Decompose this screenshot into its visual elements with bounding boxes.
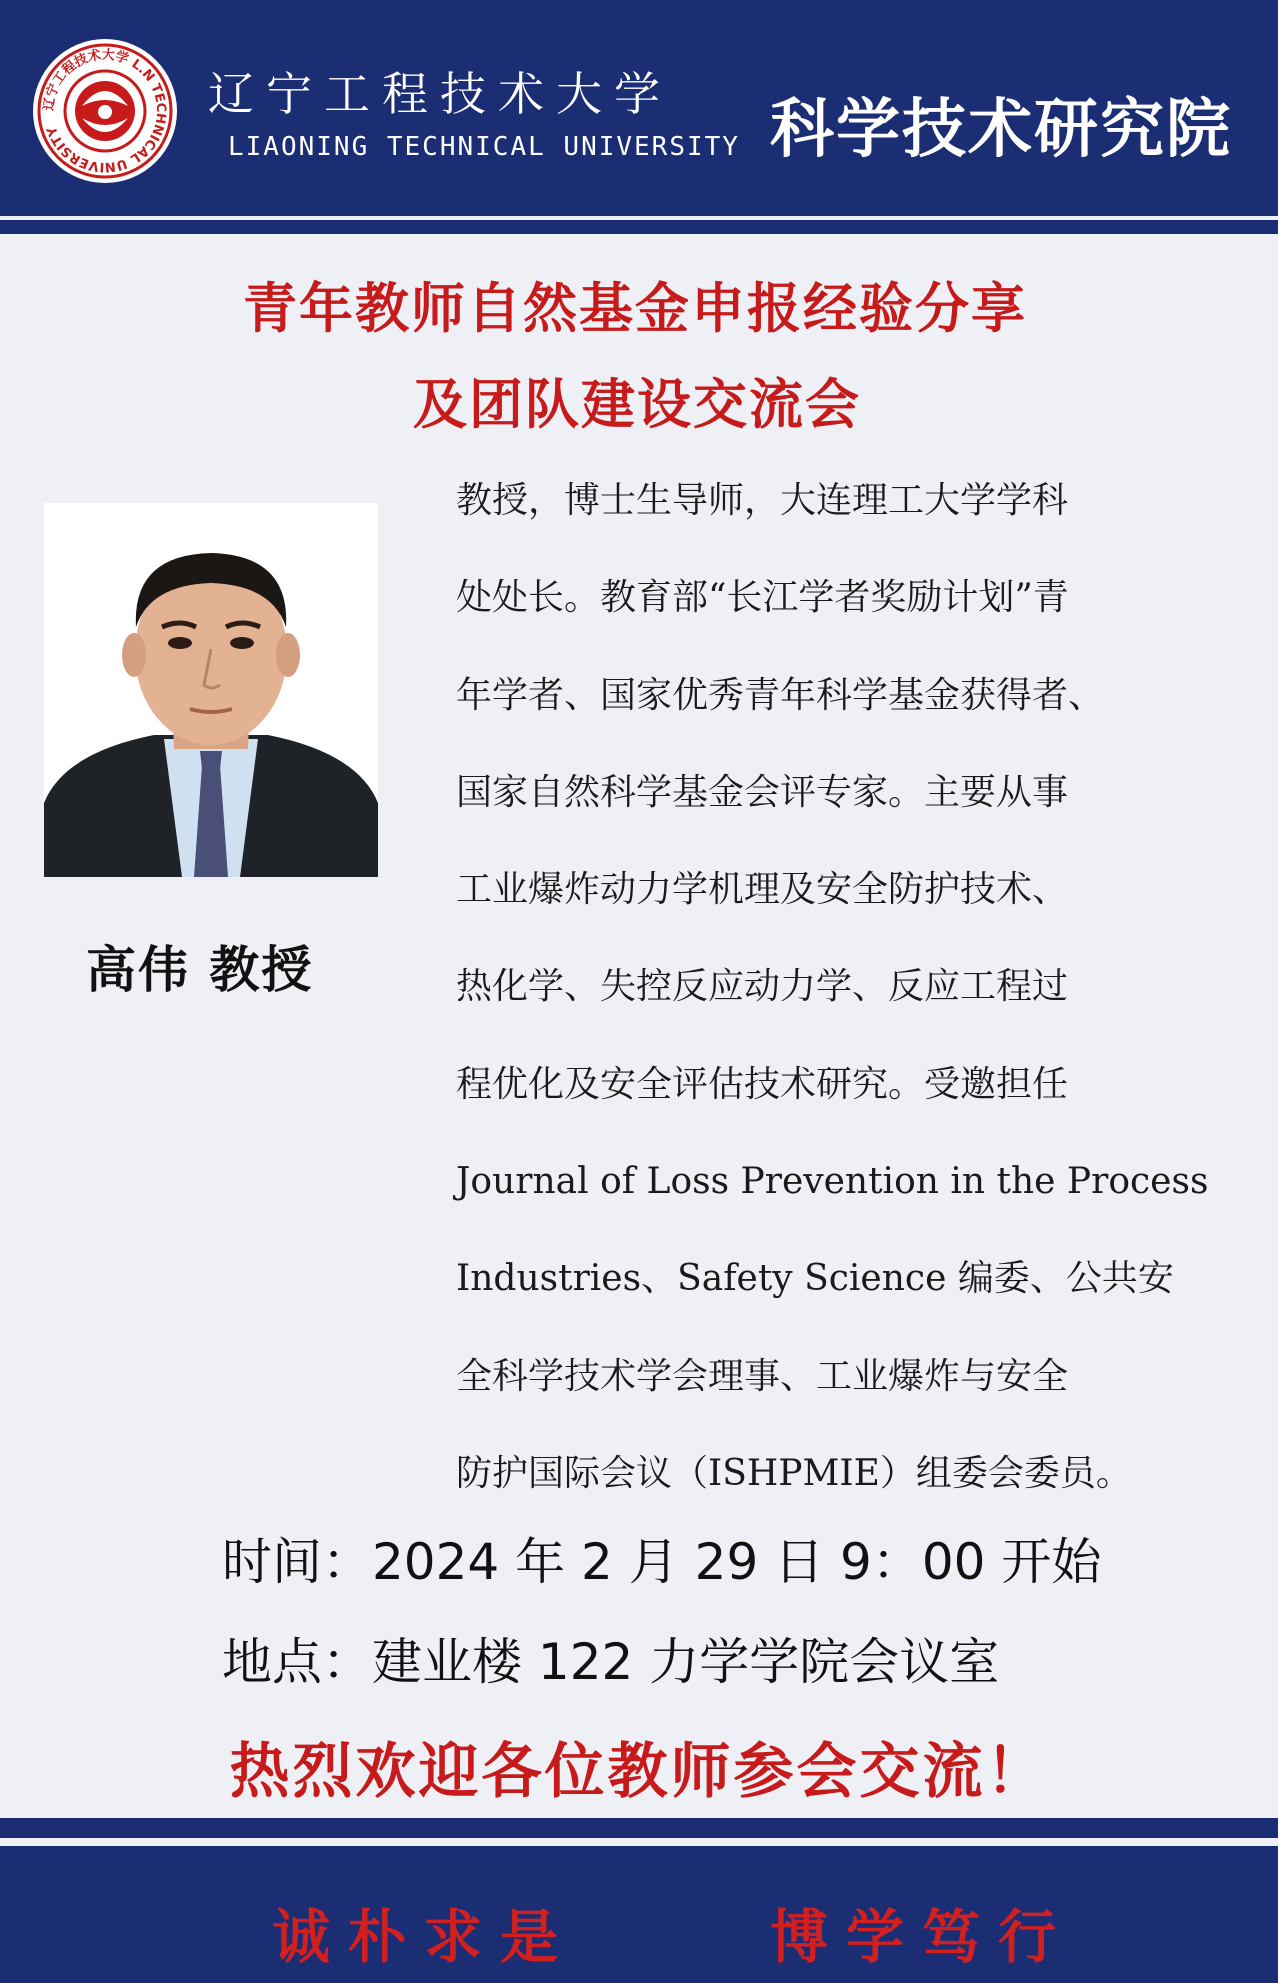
event-title-line1: 青年教师自然基金申报经验分享	[243, 277, 1027, 340]
bio-line: 热化学、失控反应动力学、反应工程过	[456, 966, 1069, 1008]
bio-line: 全科学技术学会理事、工业爆炸与安全	[456, 1355, 1069, 1397]
logo-text: 辽宁工程技术大学 L.N TECHNICAL UNIVERSITY	[41, 47, 169, 175]
bio-line: 工业爆炸动力学机理及安全防护技术、	[456, 869, 1069, 911]
bio-line: 教授，博士生导师，大连理工大学学科	[456, 480, 1069, 521]
footer-banner	[0, 1846, 1278, 1983]
bio-line: Journal of Loss Prevention in the Process	[456, 1161, 1209, 1203]
speaker-photo	[44, 503, 378, 877]
bio-line: 国家自然科学基金会评专家。主要从事	[456, 771, 1069, 813]
bio-line: Industries、Safety Science 编委、公共安	[456, 1258, 1174, 1300]
event-time: 时间：2024 年 2 月 29 日 9：00 开始	[222, 1533, 1102, 1591]
motto-right: 博学笃行	[770, 1903, 1075, 1971]
bio-line: 年学者、国家优秀青年科学基金获得者、	[456, 674, 1105, 716]
university-name-chinese: 辽宁工程技术大学	[208, 67, 672, 121]
bio-line: 防护国际会议（ISHPMIE）组委会委员。	[456, 1452, 1132, 1494]
event-title-line2: 及团队建设交流会	[413, 373, 861, 436]
welcome-message: 热烈欢迎各位教师参会交流！	[229, 1737, 1049, 1807]
speaker-biography	[456, 452, 1209, 1522]
motto-left: 诚朴求是	[272, 1903, 577, 1971]
footer-divider	[0, 1818, 1278, 1838]
university-logo	[30, 36, 180, 186]
event-place: 地点：建业楼 122 力学学院会议室	[222, 1633, 1000, 1691]
university-name-english: LIAONING TECHNICAL UNIVERSITY	[228, 132, 740, 162]
bio-line: 处处长。教育部“长江学者奖励计划”青	[456, 577, 1069, 619]
bio-line: 程优化及安全评估技术研究。受邀担任	[456, 1063, 1069, 1105]
header-divider	[0, 220, 1278, 234]
department-name: 科学技术研究院	[770, 92, 1232, 167]
speaker-name: 高伟 教授	[86, 941, 314, 999]
